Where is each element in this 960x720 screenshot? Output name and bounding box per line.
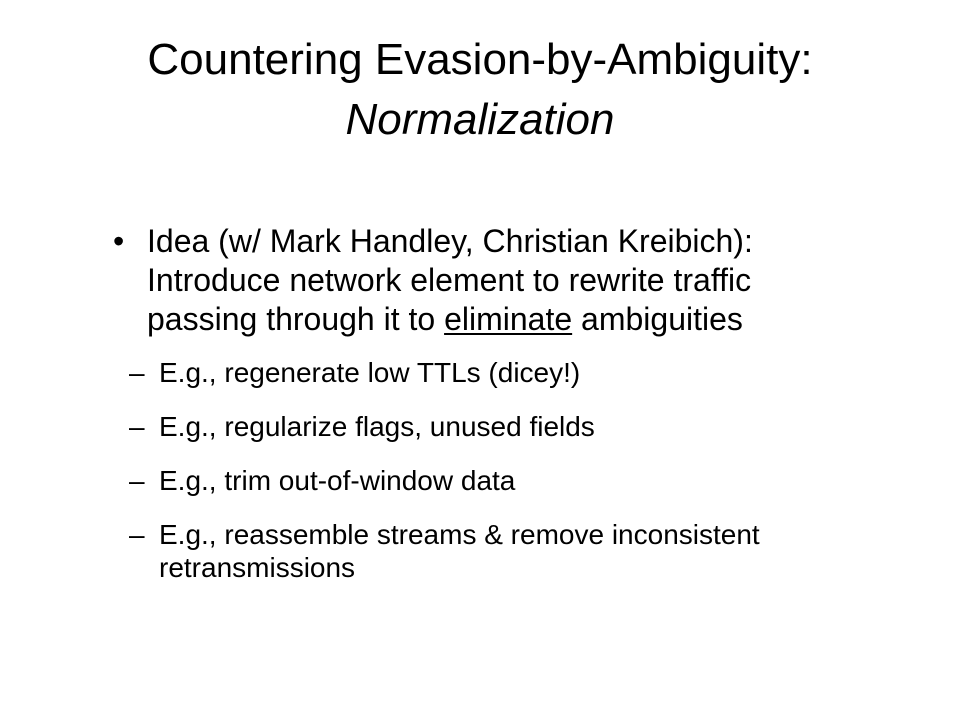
sub-bullet-marker: – [129,411,145,442]
sub-bullet-text: E.g., regenerate low TTLs (dicey!) [159,357,581,388]
sub-bullet-item [115,464,845,497]
bullet-underlined-word: eliminate [444,301,573,337]
title-main: Countering Evasion-by-Ambiguity: [147,35,813,84]
bullet-marker: • [113,223,125,259]
sub-bullet-item [115,356,845,389]
slide-body [115,222,845,605]
title-subtitle: Normalization [345,95,615,144]
bullet-text-after: ambiguities [572,301,743,337]
bullet-text-before: Idea (w/ Mark Handley, Christian Kreibich): Introduce network element to rewrite traffic passing through it to [147,223,753,337]
sub-bullet-list [115,356,845,584]
slide-title [48,30,912,150]
sub-bullet-marker: – [129,357,145,388]
sub-bullet-text: E.g., reassemble streams & remove inconsistent retransmissions [159,519,760,583]
sub-bullet-item [115,410,845,443]
sub-bullet-marker: – [129,519,145,550]
sub-bullet-item [115,518,845,584]
sub-bullet-text: E.g., trim out-of-window data [159,465,516,496]
sub-bullet-marker: – [129,465,145,496]
sub-bullet-text: E.g., regularize flags, unused fields [159,411,595,442]
main-bullet [115,222,845,339]
